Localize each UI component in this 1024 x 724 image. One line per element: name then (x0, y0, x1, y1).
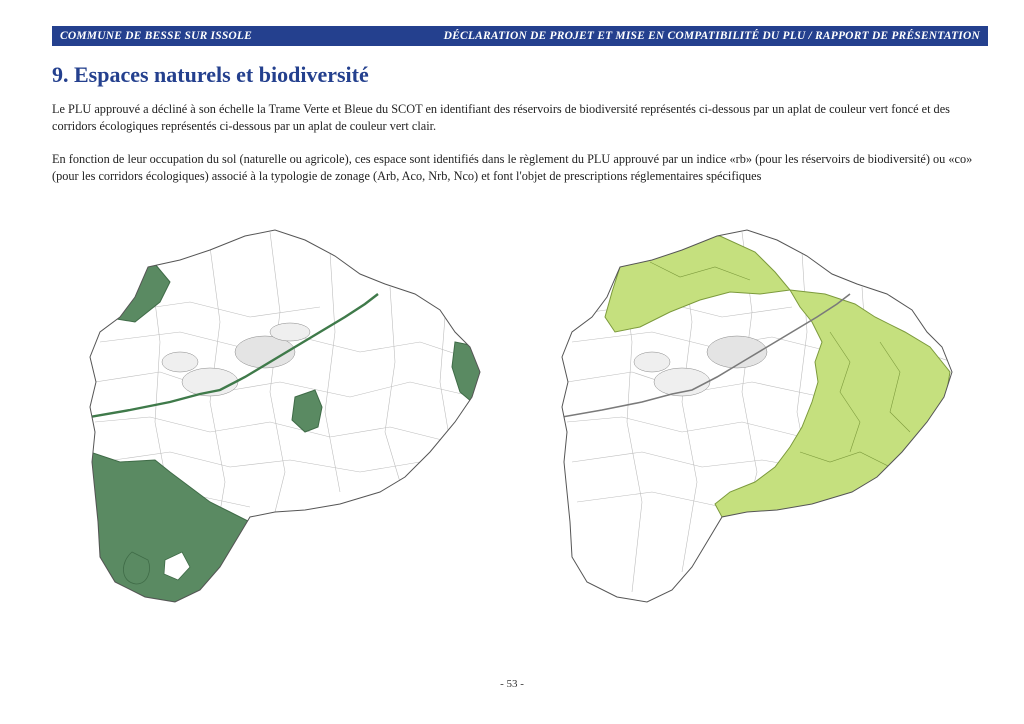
map-reservoirs-biodiversite (60, 222, 500, 607)
header-band (52, 26, 988, 46)
page-number: - 53 - (500, 678, 524, 690)
header-commune: COMMUNE DE BESSE SUR ISSOLE (60, 30, 253, 42)
paragraph-intro: Le PLU approuvé a décliné à son échelle la Trame Verte et Bleue du SCOT en identifiant des réservoirs de biodiversité représentés ci-dessous par un aplat de couleur vert foncé et des corridors écologiques représentés ci-dessous par un aplat de couleur vert clair. (52, 102, 950, 133)
section-title: 9. Espaces naturels et biodiversité (52, 62, 369, 87)
header-document-title: DÉCLARATION DE PROJET ET MISE EN COMPATIBILITÉ DU PLU / RAPPORT DE PRÉSENTATION (443, 30, 980, 42)
map-corridors-ecologiques (550, 222, 970, 607)
paragraph-zoning: En fonction de leur occupation du sol (naturelle ou agricole), ces espace sont identifiés dans le règlement du PLU approuvé par un indice «rb» (pour les réservoirs de biodiversité) ou «co» (pour les corridors écologiques) associé à la typologie de zonage (Arb, Aco, Nrb, Nco) et font l'objet de prescriptions réglementaires spécifiques (52, 152, 973, 183)
